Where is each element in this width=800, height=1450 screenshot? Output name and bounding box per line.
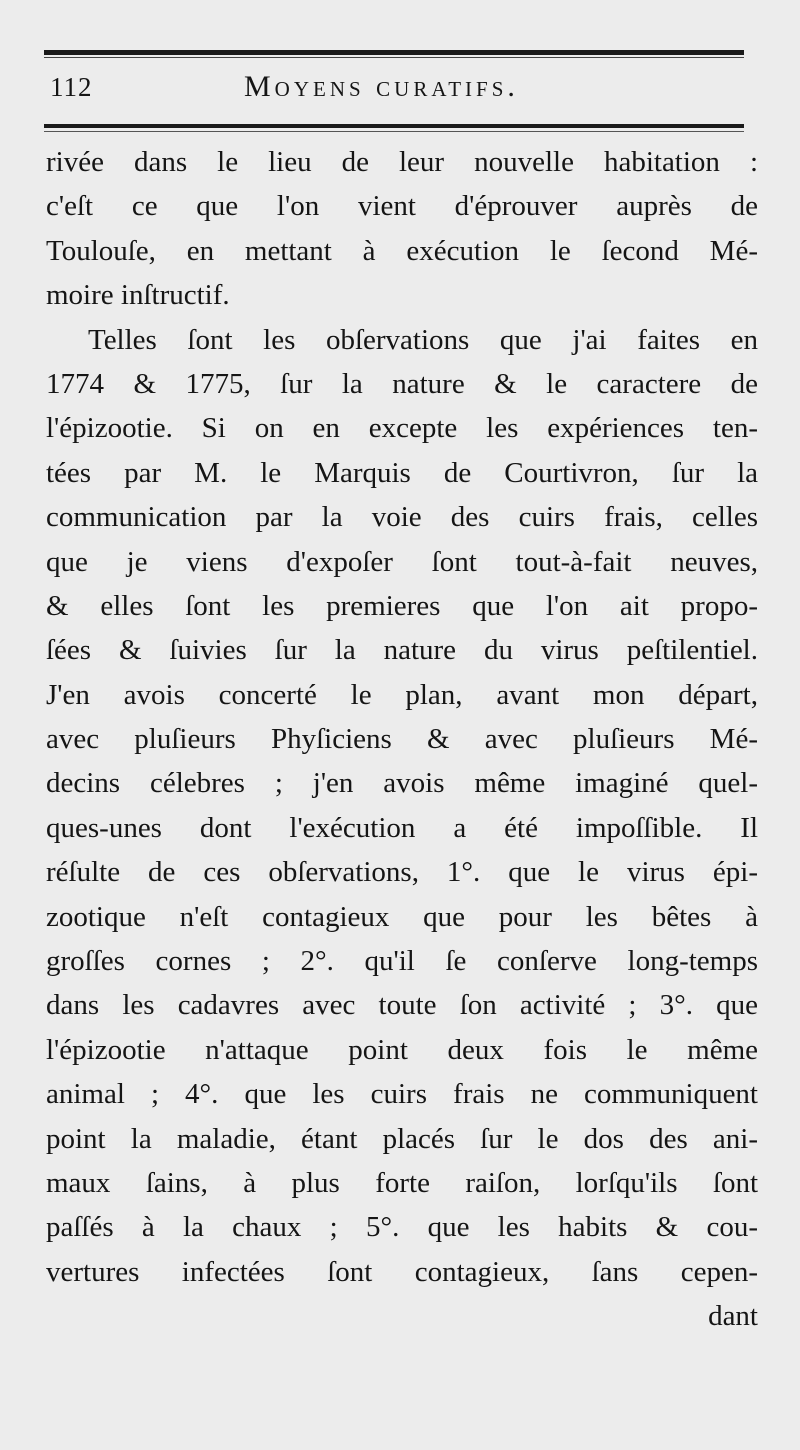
text-line: ques-unes dont l'exécution a été impoſſible. Il: [46, 811, 758, 844]
text-line: maux ſains, à plus forte raiſon, lorſqu'ils ſont: [46, 1166, 758, 1199]
text-line: 1774 & 1775, ſur la nature & le caractere de: [46, 367, 758, 400]
text-line: rivée dans le lieu de leur nouvelle habitation :: [46, 146, 758, 178]
running-head: Moyens curatifs.: [244, 70, 519, 103]
page-number: 112: [50, 72, 93, 102]
text-line: Telles ſont les obſervations que j'ai faites en: [88, 323, 758, 356]
text-line: ſées & ſuivies ſur la nature du virus peſtilentiel.: [46, 634, 758, 667]
header-top-rule-thin: [44, 57, 744, 58]
text-line: point la maladie, étant placés ſur le dos des ani-: [46, 1122, 758, 1155]
header-bottom-rule-thin: [44, 131, 744, 132]
text-line: decins célebres ; j'en avois même imaginé quel-: [46, 767, 758, 800]
catchword: dant: [708, 1300, 758, 1333]
text-line: réſulte de ces obſervations, 1°. que le virus épi-: [46, 856, 758, 889]
body-text: [46, 140, 758, 1339]
text-line: & elles ſont les premieres que l'on ait propo-: [46, 589, 758, 622]
text-line: moire inſtructif.: [46, 279, 230, 312]
text-line: J'en avois concerté le plan, avant mon départ,: [46, 678, 758, 711]
text-line: animal ; 4°. que les cuirs frais ne communiquent: [46, 1078, 758, 1111]
page-header: [44, 70, 744, 110]
header-bottom-rule: [44, 124, 744, 128]
text-line: tées par M. le Marquis de Courtivron, ſur la: [46, 456, 758, 489]
text-line: que je viens d'expoſer ſont tout-à-fait neuves,: [46, 545, 758, 578]
text-line: zootique n'eſt contagieux que pour les bêtes à: [46, 900, 758, 933]
text-line: dans les cadavres avec toute ſon activité ; 3°. que: [46, 989, 758, 1022]
header-top-rule: [44, 50, 744, 55]
text-line: vertures infectées ſont contagieux, ſans cepen-: [46, 1255, 758, 1288]
text-line: Toulouſe, en mettant à exécution le ſecond Mé-: [46, 234, 758, 267]
text-line: avec pluſieurs Phyſiciens & avec pluſieurs Mé-: [46, 723, 758, 756]
text-line: c'eſt ce que l'on vient d'éprouver auprès de: [46, 190, 758, 223]
text-line: communication par la voie des cuirs frais, celles: [46, 501, 758, 534]
text-line: groſſes cornes ; 2°. qu'il ſe conſerve long-temps: [46, 945, 758, 978]
text-line: l'épizootie. Si on en excepte les expériences ten-: [46, 412, 758, 445]
text-line: l'épizootie n'attaque point deux fois le même: [46, 1033, 758, 1066]
text-line: paſſés à la chaux ; 5°. que les habits & cou-: [46, 1211, 758, 1244]
